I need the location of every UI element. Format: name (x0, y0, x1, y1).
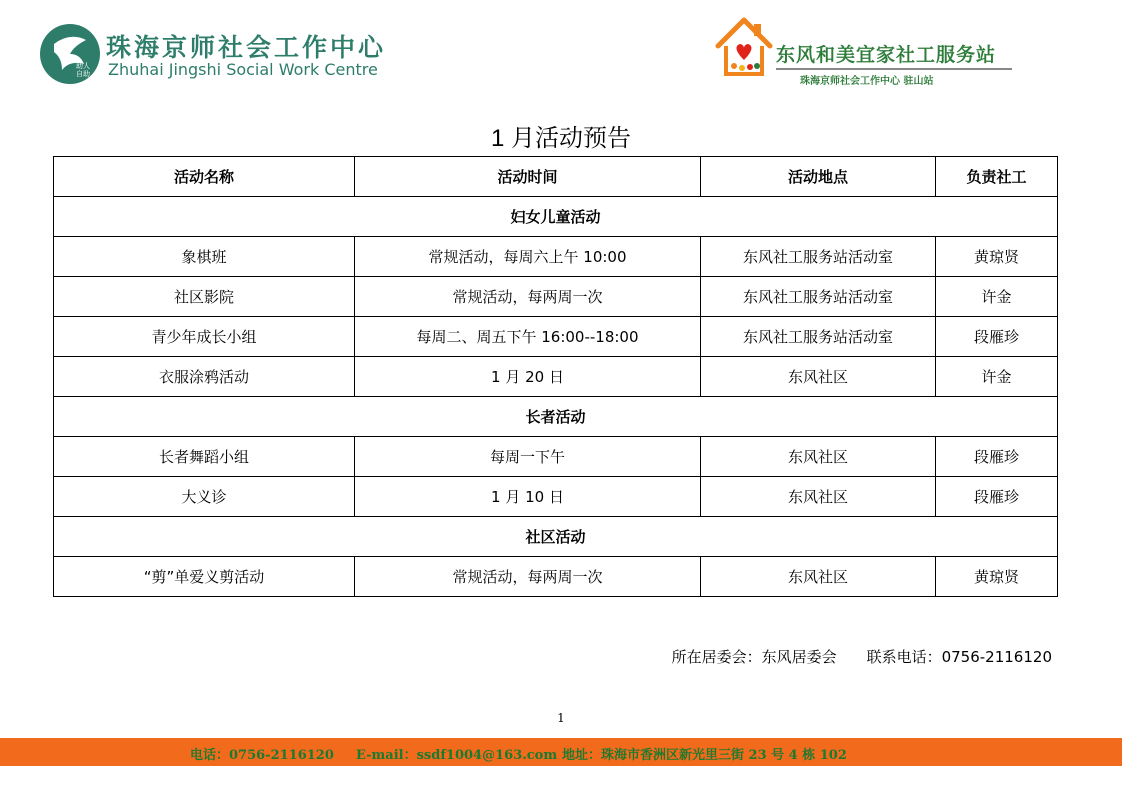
page-title: 1 月活动预告 (490, 125, 631, 152)
table-row (54, 477, 1058, 517)
cell-name: 大义诊 (54, 477, 355, 517)
table-row (54, 437, 1058, 477)
table-row (54, 277, 1058, 317)
org-name-en: Zhuhai Jingshi Social Work Centre (108, 60, 378, 79)
org-name-cn: 珠海京师社会工作中心 (106, 33, 387, 62)
header-activity-name: 活动名称 (54, 157, 355, 197)
section-community: 社区活动 (54, 517, 1058, 557)
station-subname: 珠海京师社会工作中心 驻山站 (800, 76, 934, 87)
svg-text:助人: 助人 (76, 62, 90, 70)
contact-phone: 联系电话：0756-2116120 (866, 648, 1052, 666)
table-row (54, 317, 1058, 357)
header-activity-location: 活动地点 (701, 157, 936, 197)
cell-location: 东风社工服务站活动室 (701, 237, 936, 277)
cell-time: 1 月 20 日 (355, 357, 701, 397)
section-row (54, 517, 1058, 557)
cell-location: 东风社区 (701, 437, 936, 477)
cell-time: 每周二、周五下午 16:00--18:00 (355, 317, 701, 357)
cell-name: 象棋班 (54, 237, 355, 277)
table-row (54, 357, 1058, 397)
cell-worker: 许金 (936, 357, 1058, 397)
cell-worker: 黄琼贤 (936, 557, 1058, 597)
cell-location: 东风社区 (701, 357, 936, 397)
section-row (54, 397, 1058, 437)
cell-name: 社区影院 (54, 277, 355, 317)
cell-worker: 段雁珍 (936, 477, 1058, 517)
cell-time: 常规活动，每两周一次 (355, 557, 701, 597)
jingshi-emblem-icon (40, 24, 100, 84)
footer-address: 地址：珠海市香洲区新光里三街 23 号 4 栋 102 (562, 748, 847, 763)
cell-location: 东风社工服务站活动室 (701, 317, 936, 357)
section-elderly: 长者活动 (54, 397, 1058, 437)
page-number: 1 (557, 711, 565, 725)
table-row (54, 557, 1058, 597)
cell-time: 1 月 10 日 (355, 477, 701, 517)
cell-name: 青少年成长小组 (54, 317, 355, 357)
cell-name: 衣服涂鸦活动 (54, 357, 355, 397)
cell-worker: 黄琼贤 (936, 237, 1058, 277)
cell-location: 东风社区 (701, 557, 936, 597)
cell-worker: 段雁珍 (936, 437, 1058, 477)
logo-divider (776, 68, 1012, 70)
contact-line (668, 646, 1052, 667)
house-heart-icon (714, 16, 776, 80)
cell-location: 东风社区 (701, 477, 936, 517)
residents-committee: 所在居委会：东风居委会 (671, 648, 837, 666)
right-logo (714, 16, 1014, 86)
table-row (54, 237, 1058, 277)
table-header-row (54, 157, 1058, 197)
cell-time: 每周一下午 (355, 437, 701, 477)
cell-worker: 段雁珍 (936, 317, 1058, 357)
section-row (54, 197, 1058, 237)
station-name: 东风和美宜家社工服务站 (776, 44, 997, 66)
svg-text:自助: 自助 (76, 70, 90, 78)
cell-time: 常规活动，每两周一次 (355, 277, 701, 317)
section-women-children: 妇女儿童活动 (54, 197, 1058, 237)
header-activity-time: 活动时间 (355, 157, 701, 197)
left-logo (40, 24, 390, 88)
footer-bar (0, 738, 1122, 766)
cell-name: 长者舞蹈小组 (54, 437, 355, 477)
cell-worker: 许金 (936, 277, 1058, 317)
cell-location: 东风社工服务站活动室 (701, 277, 936, 317)
cell-name: “剪”单爱义剪活动 (54, 557, 355, 597)
cell-time: 常规活动，每周六上午 10:00 (355, 237, 701, 277)
header-social-worker: 负责社工 (936, 157, 1058, 197)
activity-table (53, 156, 1058, 597)
footer-email[interactable]: E-mail：ssdf1004@163.com (356, 748, 558, 763)
footer-phone: 电话：0756-2116120 (190, 748, 334, 763)
